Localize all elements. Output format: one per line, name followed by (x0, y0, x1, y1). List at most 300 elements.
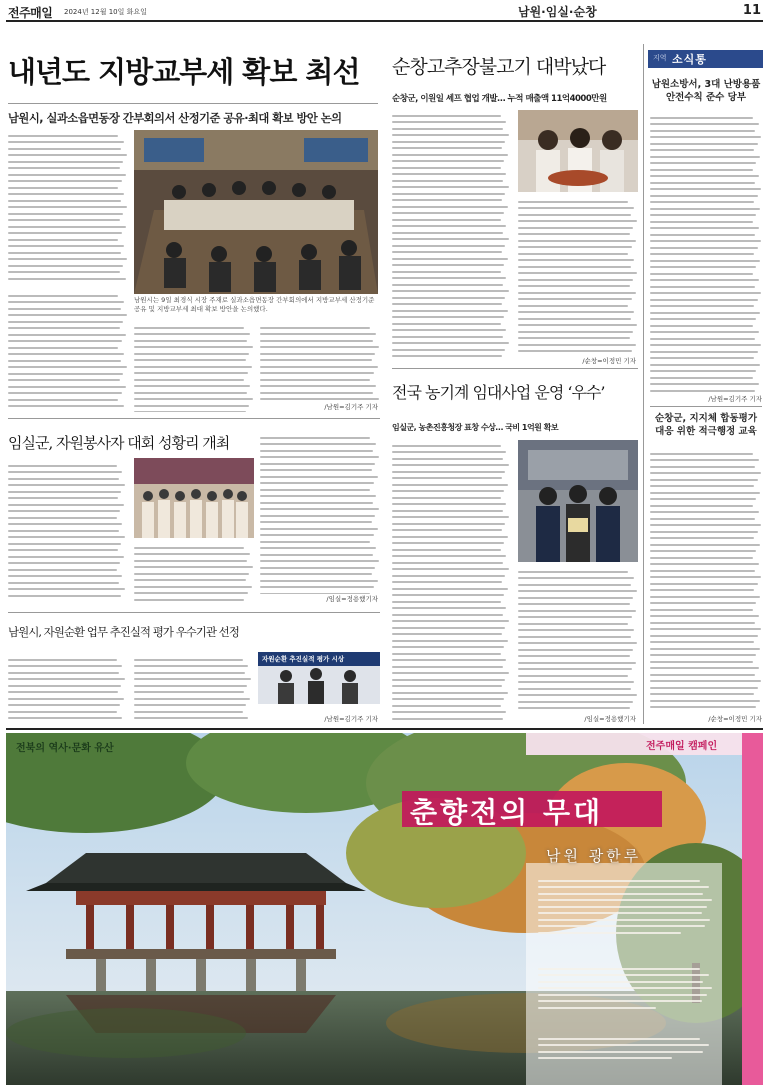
text-line (134, 398, 253, 400)
text-line (650, 325, 753, 327)
farm-machine-byline: /임실=정용했기자 (584, 715, 636, 723)
text-line (650, 266, 756, 268)
text-line (650, 221, 753, 223)
text-line (134, 553, 250, 555)
text-line (8, 347, 118, 349)
ad-top-rule (6, 728, 763, 730)
text-line (650, 706, 756, 708)
text-line (392, 490, 504, 492)
text-line (8, 569, 117, 571)
text-line (518, 246, 632, 248)
text-line (518, 344, 636, 346)
text-line (8, 704, 120, 706)
chef-photo (518, 110, 638, 192)
text-line (392, 310, 508, 312)
divider (8, 418, 380, 419)
text-line (518, 668, 632, 670)
text-line (8, 161, 123, 163)
text-line (650, 234, 755, 236)
text-line (8, 685, 121, 687)
text-line (518, 259, 634, 261)
sidebar-tag-title: 소식통 (672, 53, 707, 66)
text-line (518, 629, 634, 631)
text-line (392, 193, 505, 195)
text-line (650, 628, 761, 630)
text-line (650, 498, 756, 500)
text-line (8, 334, 126, 336)
text-line (518, 675, 628, 677)
text-line (8, 575, 122, 577)
text-line (8, 213, 123, 215)
text-line (538, 968, 700, 970)
sidebar-tag-label: 지역 (653, 54, 667, 62)
text-line (650, 136, 761, 138)
text-line (392, 251, 502, 253)
text-line (392, 316, 504, 318)
text-line (8, 321, 123, 323)
text-line (260, 495, 376, 497)
main-text-col1b (8, 290, 128, 412)
text-line (8, 295, 118, 297)
text-line (260, 385, 376, 387)
text-line (134, 359, 246, 361)
text-line (392, 199, 502, 201)
farm-machine-text-col1 (392, 440, 510, 720)
text-line (392, 568, 509, 570)
text-line (392, 718, 503, 720)
text-line (650, 370, 756, 372)
text-line (134, 547, 244, 549)
text-line (538, 994, 707, 996)
text-line (518, 220, 637, 222)
text-line (650, 292, 761, 294)
text-line (392, 258, 508, 260)
text-line (518, 298, 632, 300)
text-line (650, 312, 760, 314)
text-line (134, 704, 246, 706)
text-line (518, 571, 628, 573)
text-line (392, 601, 501, 603)
text-line (392, 516, 509, 518)
text-line (392, 685, 502, 687)
text-line (260, 541, 370, 543)
issue-date: 2024년 12월 10일 화요일 (64, 8, 147, 16)
text-line (134, 411, 246, 412)
text-line (650, 531, 758, 533)
text-line (650, 279, 759, 281)
text-line (650, 524, 761, 526)
text-line (8, 353, 124, 355)
text-line (260, 327, 370, 329)
text-line (8, 392, 122, 394)
text-line (8, 399, 118, 401)
sidebar-item1-title: 남원소방서, 3대 난방용품 안전수칙 준수 당부 (651, 79, 761, 103)
text-line (518, 616, 632, 618)
text-line (650, 123, 759, 125)
text-line (260, 567, 375, 569)
volunteer-byline: /임실=정용했기자 (326, 595, 378, 603)
text-line (8, 672, 119, 674)
text-line (8, 265, 123, 267)
text-line (392, 666, 503, 668)
text-line (538, 925, 705, 927)
text-line (8, 135, 118, 137)
text-line (392, 349, 505, 351)
text-line (392, 464, 509, 466)
eval-photo (258, 652, 380, 704)
text-line (518, 597, 633, 599)
text-line (134, 353, 249, 355)
text-line (650, 492, 760, 494)
text-line (538, 1007, 656, 1009)
text-line (260, 346, 379, 348)
volunteer-text-col3 (260, 432, 380, 594)
text-line (518, 350, 632, 352)
text-line (650, 511, 759, 513)
text-line (260, 469, 372, 471)
text-line (392, 523, 505, 525)
text-line (518, 227, 633, 229)
text-line (518, 233, 630, 235)
text-line (392, 659, 506, 661)
text-line (538, 919, 710, 921)
text-line (134, 333, 250, 335)
text-line (650, 156, 760, 158)
volunteer-headline: 임실군, 자원봉사자 대회 성황리 개최 (8, 434, 230, 452)
text-line (8, 366, 127, 368)
text-line (8, 386, 126, 388)
text-line (518, 201, 628, 203)
text-line (8, 698, 124, 700)
text-line (518, 649, 633, 651)
text-line (8, 536, 125, 538)
text-line (134, 659, 243, 661)
farm-machine-headline: 전국 농기계 임대사업 운영 ‘우수’ (392, 383, 605, 402)
eval-headline: 남원시, 자원순환 업무 추진실적 평가 우수기관 선정 (8, 625, 239, 639)
text-line (260, 534, 374, 536)
text-line (8, 556, 124, 558)
ad-body-para1 (538, 875, 714, 957)
text-line (650, 240, 761, 242)
text-line (8, 724, 119, 725)
campaign-ad (6, 733, 763, 1085)
text-line (260, 476, 378, 478)
text-line (134, 599, 244, 601)
text-line (8, 510, 120, 512)
text-line (518, 701, 633, 703)
text-line (518, 318, 631, 320)
text-line (650, 201, 754, 203)
text-line (260, 515, 375, 517)
text-line (392, 529, 502, 531)
text-line (8, 517, 117, 519)
text-line (650, 260, 760, 262)
text-line (8, 148, 121, 150)
text-line (650, 680, 761, 682)
text-line (392, 484, 508, 486)
text-line (518, 292, 636, 294)
text-line (8, 232, 122, 234)
text-line (538, 1000, 702, 1002)
text-line (518, 688, 631, 690)
text-line (260, 359, 372, 361)
text-line (134, 560, 247, 562)
text-line (518, 324, 637, 326)
eval-text-col1 (8, 654, 126, 724)
text-line (392, 160, 504, 162)
text-line (8, 465, 117, 467)
text-line (392, 297, 505, 299)
text-line (8, 523, 122, 525)
text-line (392, 614, 503, 616)
text-line (260, 392, 373, 394)
text-line (650, 188, 761, 190)
text-line (650, 544, 760, 546)
text-line (650, 305, 754, 307)
text-line (650, 602, 756, 604)
text-line (538, 899, 712, 901)
text-line (8, 308, 121, 310)
text-line (392, 588, 508, 590)
text-line (392, 225, 506, 227)
text-line (518, 266, 631, 268)
text-line (392, 264, 504, 266)
gochujang-byline: /순창=이정민 기자 (582, 357, 636, 365)
text-line (650, 472, 761, 474)
text-line (8, 200, 121, 202)
text-line (134, 586, 252, 588)
text-line (260, 372, 374, 374)
text-line (260, 580, 378, 582)
text-line (650, 383, 759, 385)
text-line (8, 588, 125, 590)
ad-title: 춘향전의 무대 (410, 796, 604, 829)
text-line (392, 186, 509, 188)
text-line (392, 705, 501, 707)
text-line (650, 576, 761, 578)
text-line (650, 700, 760, 702)
text-line (518, 681, 634, 683)
text-line (8, 678, 125, 680)
text-line (392, 212, 504, 214)
text-line (260, 463, 375, 465)
text-line (650, 485, 754, 487)
text-line (8, 405, 124, 407)
text-line (538, 893, 703, 895)
text-line (260, 456, 379, 458)
text-line (538, 1038, 700, 1040)
meeting-photo (134, 130, 378, 294)
text-line (392, 471, 505, 473)
text-line (260, 333, 376, 335)
text-line (650, 377, 753, 379)
text-line (650, 505, 753, 507)
text-line (260, 554, 373, 556)
main-subhead: 남원시, 실과소읍면동장 간부회의서 산정기준 공유·최대 확보 방안 논의 (8, 112, 342, 125)
text-line (518, 240, 636, 242)
text-line (650, 654, 756, 656)
text-line (518, 577, 634, 579)
text-line (650, 674, 755, 676)
text-line (650, 273, 753, 275)
text-line (392, 121, 506, 123)
text-line (518, 642, 637, 644)
divider (392, 368, 638, 369)
text-line (134, 691, 244, 693)
text-line (650, 479, 758, 481)
text-line (260, 560, 379, 562)
text-line (650, 596, 760, 598)
text-line (134, 366, 252, 368)
ad-campaign: 전주매일 캠페인 (646, 741, 718, 752)
sidebar-item1-text (650, 112, 762, 392)
text-line (518, 305, 628, 307)
text-line (538, 1044, 709, 1046)
text-line (650, 537, 754, 539)
text-line (8, 530, 119, 532)
text-line (392, 653, 501, 655)
text-line (260, 528, 378, 530)
text-line (650, 641, 754, 643)
text-line (392, 147, 502, 149)
divider (650, 406, 762, 407)
text-line (8, 340, 122, 342)
text-line (518, 655, 630, 657)
gochujang-text-col1 (392, 110, 510, 360)
text-line (8, 245, 124, 247)
text-line (8, 327, 120, 329)
text-line (538, 1051, 703, 1053)
text-line (392, 646, 504, 648)
text-line (392, 458, 503, 460)
text-line (260, 398, 379, 400)
text-line (518, 707, 630, 709)
text-line (392, 692, 508, 694)
text-line (650, 364, 760, 366)
text-line (518, 584, 631, 586)
text-line (392, 238, 509, 240)
text-line (392, 497, 501, 499)
text-line (134, 711, 243, 713)
page-number: 11 (742, 3, 761, 18)
main-text-col3 (260, 322, 380, 400)
sidebar-item2-text (650, 448, 762, 712)
text-line (134, 698, 250, 700)
text-line (650, 609, 753, 611)
text-line (538, 974, 709, 976)
text-line (134, 327, 244, 329)
text-line (392, 445, 501, 447)
text-line (260, 547, 376, 549)
text-line (650, 550, 756, 552)
text-line (392, 536, 508, 538)
text-line (8, 491, 121, 493)
text-line (392, 128, 503, 130)
text-line (392, 555, 506, 557)
text-line (650, 459, 759, 461)
text-line (392, 336, 503, 338)
main-byline: /남원=김기주 기자 (324, 403, 378, 411)
text-line (392, 542, 504, 544)
text-line (8, 174, 126, 176)
text-line (8, 711, 117, 713)
text-line (650, 518, 755, 520)
text-line (650, 331, 759, 333)
text-line (392, 451, 506, 453)
gochujang-text-col2 (518, 196, 638, 354)
text-line (538, 987, 712, 989)
text-line (134, 392, 247, 394)
text-line (8, 471, 122, 473)
text-line (650, 615, 759, 617)
text-line (650, 338, 755, 340)
text-line (650, 175, 759, 177)
text-line (8, 141, 124, 143)
text-line (392, 284, 503, 286)
text-line (134, 665, 248, 667)
text-line (8, 193, 124, 195)
text-line (134, 717, 248, 719)
text-line (650, 143, 758, 145)
text-line (538, 1057, 672, 1059)
text-line (392, 303, 502, 305)
text-line (650, 557, 753, 559)
sidebar-tag (648, 50, 763, 68)
text-line (8, 187, 118, 189)
text-line (392, 562, 503, 564)
text-line (392, 141, 505, 143)
text-line (134, 379, 244, 381)
text-line (260, 353, 375, 355)
text-line (650, 117, 753, 119)
text-line (260, 586, 374, 588)
text-line (650, 570, 755, 572)
text-line (650, 344, 761, 346)
text-line (650, 247, 758, 249)
text-line (650, 208, 760, 210)
text-line (8, 504, 124, 506)
text-line (392, 173, 506, 175)
text-line (392, 342, 509, 344)
main-headline: 내년도 지방교부세 확보 최선 (8, 55, 360, 89)
text-line (538, 880, 700, 882)
text-line (392, 679, 505, 681)
text-line (650, 182, 755, 184)
text-line (8, 180, 122, 182)
text-line (392, 167, 501, 169)
text-line (8, 484, 125, 486)
text-line (8, 497, 118, 499)
text-line (392, 607, 506, 609)
text-line (392, 575, 505, 577)
award-photo (518, 440, 638, 562)
text-line (392, 355, 502, 357)
text-line (134, 573, 249, 575)
text-line (650, 687, 758, 689)
text-line (8, 226, 126, 228)
text-line (392, 510, 503, 512)
text-line (8, 691, 118, 693)
sidebar-item2-byline: /순창=이정민 기자 (708, 715, 762, 723)
text-line (260, 508, 379, 510)
text-line (260, 521, 372, 523)
text-line (392, 219, 501, 221)
header-rule (6, 20, 763, 22)
text-line (518, 311, 634, 313)
text-line (8, 219, 120, 221)
text-line (8, 549, 118, 551)
text-line (392, 206, 508, 208)
